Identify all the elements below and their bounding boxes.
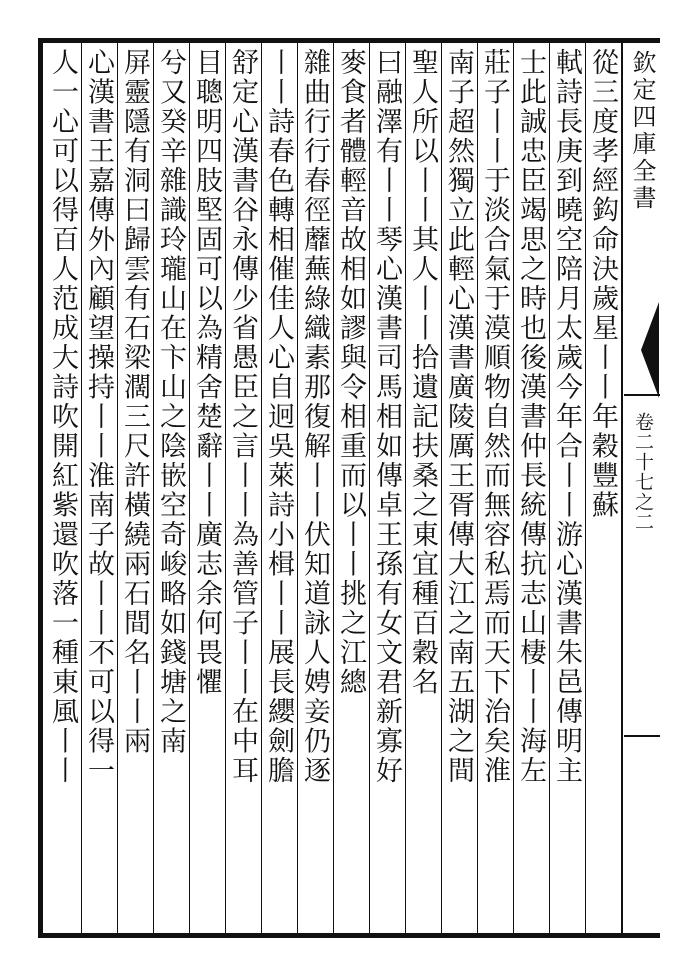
text-column-9: 雜曲行行春徑蘼蕪綠織素那復解丨丨伏知道詠人娉妾仍逐 — [299, 48, 330, 786]
text-column-16: 人一心可以得百人范成大詩吹開紅紫還吹落一種東風丨丨 — [47, 48, 78, 786]
text-column-13: 兮又癸辛雜識玲瓏山在卞山之陰嵌空奇峻略如錢塘之南 — [155, 48, 186, 756]
fish-tail-rule — [624, 394, 660, 396]
text-column-8: 麥食者體輕音故相如謬與令相重而以丨丨挑之江總 — [335, 48, 366, 697]
text-column-3: 士此誠忠臣竭思之時也後漢書仲長統傳抗志山棲丨丨海左 — [515, 48, 546, 786]
text-column-7: 曰融澤有丨丨琴心漢書司馬相如傳卓王孫有女文君新寡好 — [371, 48, 402, 786]
text-column-14: 屏靈隱有洞曰歸雲有石梁濶三尺許橫繞兩石間名丨丨兩 — [119, 48, 150, 756]
fish-tail-rule-lower — [624, 735, 660, 737]
text-column-15: 心漢書王嘉傳外內顧望操持丨丨淮南子故丨丨不可以得一 — [83, 48, 114, 786]
fish-tail-mark — [641, 302, 659, 398]
text-column-12: 目聰明四肢堅固可以為精舍楚辭丨丨廣志余何畏懼 — [191, 48, 222, 697]
text-column-2: 軾詩長庚到曉空陪月太歲今年合丨丨游心漢書朱邑傳明主 — [551, 48, 582, 786]
volume-label: 卷二十七之二 — [632, 412, 654, 532]
text-column-4: 莊子丨丨于淡合氣于漠順物自然而無容私焉而天下治矣淮 — [479, 48, 510, 786]
text-column-6: 聖人所以丨丨其人丨丨拾遺記扶桑之東宜種百穀名 — [407, 48, 438, 697]
text-column-1: 從三度孝經鈎命決歲星丨丨年穀豐蘇 — [587, 48, 618, 520]
book-title: 欽定四庫全書 — [628, 50, 656, 212]
text-column-11: 舒定心漢書谷永傳少省愚臣之言丨丨為善管子丨丨在中耳 — [227, 48, 258, 786]
text-column-10: 丨丨詩春色轉相催佳人心自迥吳萊詩小楫丨丨展長纓劍膽 — [263, 48, 294, 786]
text-column-5: 南子超然獨立此輕心漢書廣陵厲王胥傳大江之南五湖之間 — [443, 48, 474, 786]
